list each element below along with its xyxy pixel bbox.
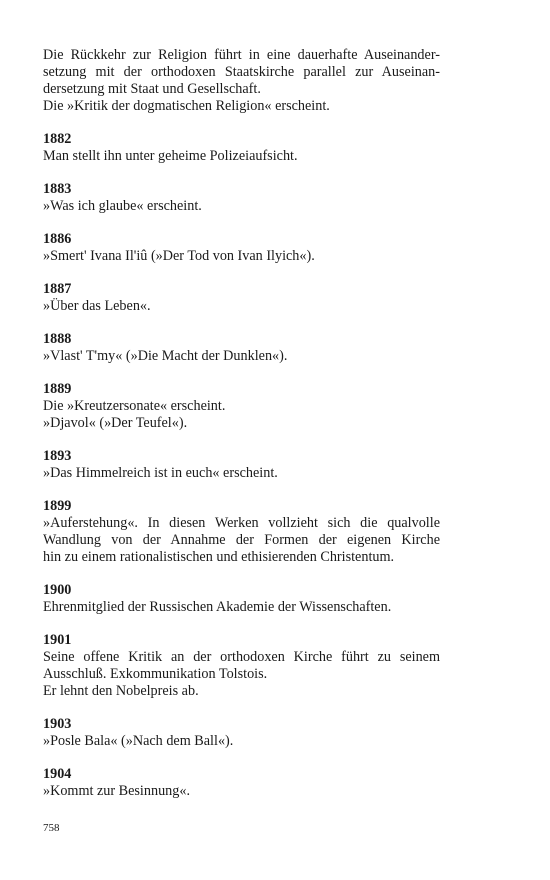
intro-line: Die Rückkehr zur Religion führt in eine dauerhafte Auseinander-	[43, 47, 440, 63]
entry-year: 1887	[43, 281, 72, 297]
entry-year: 1882	[43, 131, 72, 147]
entry-text: Wandlung von der Annahme der Formen der eigenen Kirche	[43, 532, 440, 548]
entry-text: Man stellt ihn unter geheime Polizeiaufsicht.	[43, 148, 298, 164]
entry-text: »Auferstehung«. In diesen Werken vollzieht sich die qualvolle	[43, 515, 440, 531]
entry-text: Er lehnt den Nobelpreis ab.	[43, 683, 199, 699]
entry-1901	[43, 632, 440, 700]
entry-year: 1901	[43, 632, 72, 648]
entry-text: »Kommt zur Besinnung«.	[43, 783, 190, 799]
entry-1899	[43, 498, 440, 566]
intro-line: Die »Kritik der dogmatischen Religion« erscheint.	[43, 98, 330, 114]
entry-text: Ehrenmitglied der Russischen Akademie der Wissenschaften.	[43, 599, 392, 615]
page-body	[43, 47, 440, 816]
entry-1888	[43, 331, 440, 365]
entry-year: 1893	[43, 448, 72, 464]
entry-year: 1883	[43, 181, 72, 197]
entry-1883	[43, 181, 440, 215]
entry-text: »Posle Bala« (»Nach dem Ball«).	[43, 733, 234, 749]
page-number: 758	[43, 822, 60, 834]
entry-text: »Über das Leben«.	[43, 298, 151, 314]
entry-1893	[43, 448, 440, 482]
entry-year: 1888	[43, 331, 72, 347]
entry-text: »Was ich glaube« erscheint.	[43, 198, 202, 214]
entry-text: »Djavol« (»Der Teufel«).	[43, 415, 188, 431]
intro-paragraph	[43, 47, 440, 115]
entry-text: hin zu einem rationalistischen und ethisierenden Christentum.	[43, 549, 395, 565]
entry-1900	[43, 582, 440, 616]
entry-year: 1886	[43, 231, 72, 247]
entry-text: Ausschluß. Exkommunikation Tolstois.	[43, 666, 268, 682]
entry-1887	[43, 281, 440, 315]
intro-line: dersetzung mit Staat und Gesellschaft.	[43, 81, 261, 97]
entry-1903	[43, 716, 440, 750]
entry-year: 1903	[43, 716, 72, 732]
entry-year: 1889	[43, 381, 72, 397]
entry-1882	[43, 131, 440, 165]
entry-text: »Vlast' T'my« (»Die Macht der Dunklen«).	[43, 348, 288, 364]
entry-year: 1900	[43, 582, 72, 598]
entry-text: Die »Kreutzersonate« erscheint.	[43, 398, 226, 414]
entry-text: »Smert' Ivana Il'iû (»Der Tod von Ivan Ilyich«).	[43, 248, 315, 264]
entry-text: Seine offene Kritik an der orthodoxen Kirche führt zu seinem	[43, 649, 440, 665]
intro-line: setzung mit der orthodoxen Staatskirche parallel zur Auseinan-	[43, 64, 440, 80]
entry-text: »Das Himmelreich ist in euch« erscheint.	[43, 465, 278, 481]
entry-1889	[43, 381, 440, 432]
entry-1886	[43, 231, 440, 265]
entry-1904	[43, 766, 440, 800]
entry-year: 1899	[43, 498, 72, 514]
entry-year: 1904	[43, 766, 72, 782]
